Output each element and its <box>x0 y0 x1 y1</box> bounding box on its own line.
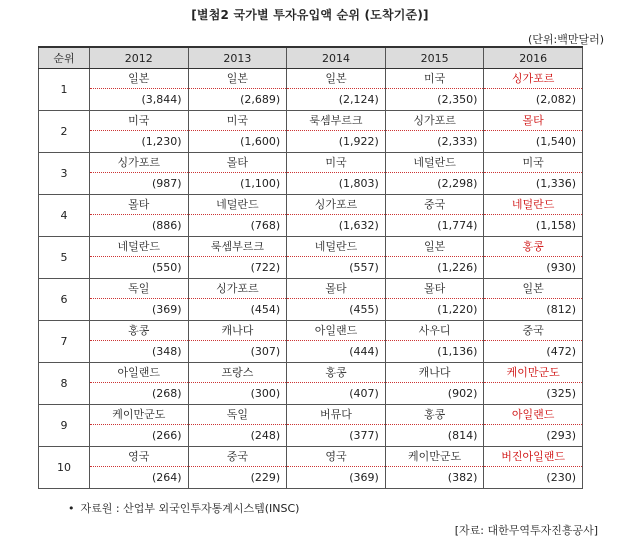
investment-amount: (1,632) <box>338 219 379 232</box>
country-name: 싱가포르 <box>287 195 385 215</box>
investment-amount: (987) <box>152 177 182 190</box>
investment-amount: (722) <box>250 261 281 274</box>
investment-amount: (1,922) <box>338 135 379 148</box>
country-cell <box>188 153 287 195</box>
country-cell <box>188 237 287 279</box>
rank-cell: 2 <box>39 111 90 153</box>
country-cell <box>385 111 484 153</box>
country-name: 네덜란드 <box>90 237 188 257</box>
country-cell <box>188 111 287 153</box>
country-name: 버뮤다 <box>287 405 385 425</box>
country-name: 싱가포르 <box>386 111 484 131</box>
country-cell <box>484 69 583 111</box>
investment-amount: (407) <box>349 387 379 400</box>
country-cell <box>90 111 189 153</box>
year-header: 2014 <box>287 47 386 69</box>
investment-amount: (2,082) <box>535 93 576 106</box>
country-cell <box>484 279 583 321</box>
investment-amount: (1,803) <box>338 177 379 190</box>
investment-amount: (1,158) <box>535 219 576 232</box>
country-name: 미국 <box>386 69 484 89</box>
country-name: 케이만군도 <box>386 447 484 467</box>
credit-note: [자료: 대한무역투자진흥공사] <box>454 524 598 537</box>
country-cell <box>90 195 189 237</box>
investment-amount: (3,844) <box>141 93 182 106</box>
country-name: 일본 <box>287 69 385 89</box>
country-name: 네덜란드 <box>189 195 287 215</box>
country-name: 중국 <box>386 195 484 215</box>
investment-amount: (1,336) <box>535 177 576 190</box>
country-cell <box>385 363 484 405</box>
investment-amount: (930) <box>546 261 576 274</box>
investment-amount: (382) <box>447 471 478 484</box>
source-note <box>68 500 299 516</box>
country-cell <box>287 111 386 153</box>
country-name: 싱가포르 <box>90 153 188 173</box>
table-row <box>39 447 583 489</box>
country-name: 몰타 <box>189 153 287 173</box>
investment-amount: (1,774) <box>437 219 478 232</box>
country-cell <box>484 195 583 237</box>
country-cell <box>90 447 189 489</box>
investment-amount: (768) <box>250 219 281 232</box>
country-cell <box>287 237 386 279</box>
country-name: 중국 <box>484 321 582 341</box>
investment-amount: (1,100) <box>240 177 281 190</box>
investment-amount: (1,540) <box>535 135 576 148</box>
country-cell <box>287 195 386 237</box>
investment-ranking-table <box>38 46 583 489</box>
investment-amount: (293) <box>546 429 576 442</box>
country-name: 룩셈부르크 <box>287 111 385 131</box>
country-cell <box>484 153 583 195</box>
country-cell <box>188 405 287 447</box>
investment-amount: (886) <box>152 219 182 232</box>
country-cell <box>484 237 583 279</box>
country-cell <box>385 447 484 489</box>
country-cell <box>287 279 386 321</box>
country-name: 네덜란드 <box>484 195 582 215</box>
investment-amount: (472) <box>546 345 576 358</box>
table-row <box>39 363 583 405</box>
country-cell <box>90 69 189 111</box>
country-cell <box>385 405 484 447</box>
country-cell <box>484 111 583 153</box>
year-header: 2013 <box>188 47 287 69</box>
investment-amount: (248) <box>250 429 281 442</box>
investment-amount: (264) <box>152 471 182 484</box>
country-name: 케이만군도 <box>90 405 188 425</box>
table-header-row <box>39 47 583 69</box>
table-row <box>39 69 583 111</box>
country-name: 미국 <box>189 111 287 131</box>
table-row <box>39 279 583 321</box>
investment-amount: (2,689) <box>240 93 281 106</box>
table-row <box>39 153 583 195</box>
country-cell <box>188 363 287 405</box>
table-row <box>39 237 583 279</box>
country-cell <box>287 69 386 111</box>
country-cell <box>484 405 583 447</box>
country-name: 케이만군도 <box>484 363 582 383</box>
country-name: 일본 <box>189 69 287 89</box>
source-text: 자료원 : 산업부 외국인투자통계시스템(INSC) <box>80 502 300 515</box>
country-cell <box>385 237 484 279</box>
country-name: 사우디 <box>386 321 484 341</box>
investment-amount: (812) <box>546 303 576 316</box>
investment-amount: (2,298) <box>437 177 478 190</box>
country-name: 몰타 <box>386 279 484 299</box>
table-row <box>39 195 583 237</box>
country-cell <box>188 279 287 321</box>
table-row <box>39 321 583 363</box>
country-cell <box>188 69 287 111</box>
country-name: 싱가포르 <box>484 69 582 89</box>
rank-cell: 6 <box>39 279 90 321</box>
investment-amount: (814) <box>447 429 478 442</box>
country-name: 버진아일랜드 <box>484 447 582 467</box>
bullet-icon: • <box>68 502 75 515</box>
country-cell <box>90 279 189 321</box>
rank-cell: 10 <box>39 447 90 489</box>
country-name: 홍콩 <box>287 363 385 383</box>
country-name: 독일 <box>90 279 188 299</box>
country-name: 네덜란드 <box>287 237 385 257</box>
rank-cell: 8 <box>39 363 90 405</box>
country-name: 홍콩 <box>386 405 484 425</box>
unit-label: (단위:백만달러) <box>527 33 604 46</box>
country-name: 독일 <box>189 405 287 425</box>
year-header: 2012 <box>90 47 189 69</box>
rank-cell: 9 <box>39 405 90 447</box>
investment-amount: (454) <box>250 303 281 316</box>
country-cell <box>188 321 287 363</box>
investment-amount: (307) <box>250 345 281 358</box>
country-name: 아일랜드 <box>90 363 188 383</box>
country-cell <box>90 321 189 363</box>
country-cell <box>287 447 386 489</box>
country-cell <box>287 363 386 405</box>
investment-amount: (369) <box>152 303 182 316</box>
country-cell <box>484 447 583 489</box>
investment-amount: (902) <box>447 387 478 400</box>
country-cell <box>90 237 189 279</box>
investment-amount: (369) <box>349 471 379 484</box>
country-name: 일본 <box>484 279 582 299</box>
country-cell <box>385 153 484 195</box>
country-cell <box>90 153 189 195</box>
country-name: 네덜란드 <box>386 153 484 173</box>
investment-amount: (348) <box>152 345 182 358</box>
country-cell <box>484 363 583 405</box>
country-name: 영국 <box>287 447 385 467</box>
table-row <box>39 405 583 447</box>
country-name: 일본 <box>386 237 484 257</box>
country-name: 캐나다 <box>189 321 287 341</box>
investment-amount: (455) <box>349 303 379 316</box>
rank-cell: 3 <box>39 153 90 195</box>
country-name: 영국 <box>90 447 188 467</box>
table-row <box>39 111 583 153</box>
rank-cell: 5 <box>39 237 90 279</box>
investment-amount: (325) <box>546 387 576 400</box>
investment-amount: (2,124) <box>338 93 379 106</box>
country-name: 아일랜드 <box>287 321 385 341</box>
country-name: 중국 <box>189 447 287 467</box>
investment-amount: (1,230) <box>141 135 182 148</box>
country-name: 룩셈부르크 <box>189 237 287 257</box>
investment-amount: (266) <box>152 429 182 442</box>
rank-cell: 4 <box>39 195 90 237</box>
investment-amount: (1,226) <box>437 261 478 274</box>
investment-amount: (550) <box>152 261 182 274</box>
country-name: 미국 <box>287 153 385 173</box>
country-name: 미국 <box>90 111 188 131</box>
investment-amount: (229) <box>250 471 281 484</box>
country-cell <box>287 321 386 363</box>
country-name: 홍콩 <box>90 321 188 341</box>
country-name: 캐나다 <box>386 363 484 383</box>
country-cell <box>188 447 287 489</box>
table-body <box>39 69 583 489</box>
year-header: 2016 <box>484 47 583 69</box>
country-cell <box>385 321 484 363</box>
rank-cell: 1 <box>39 69 90 111</box>
investment-amount: (2,333) <box>437 135 478 148</box>
country-cell <box>90 363 189 405</box>
country-cell <box>287 153 386 195</box>
investment-amount: (557) <box>349 261 379 274</box>
country-cell <box>385 69 484 111</box>
investment-amount: (2,350) <box>437 93 478 106</box>
rank-cell: 7 <box>39 321 90 363</box>
country-name: 홍콩 <box>484 237 582 257</box>
country-name: 몰타 <box>484 111 582 131</box>
country-cell <box>484 321 583 363</box>
country-cell <box>188 195 287 237</box>
investment-amount: (268) <box>152 387 182 400</box>
country-name: 미국 <box>484 153 582 173</box>
country-cell <box>90 405 189 447</box>
country-name: 몰타 <box>287 279 385 299</box>
country-cell <box>385 279 484 321</box>
rank-header: 순위 <box>39 47 90 69</box>
country-name: 아일랜드 <box>484 405 582 425</box>
investment-amount: (444) <box>349 345 379 358</box>
year-header: 2015 <box>385 47 484 69</box>
country-name: 몰타 <box>90 195 188 215</box>
country-cell <box>385 195 484 237</box>
investment-amount: (230) <box>546 471 576 484</box>
country-name: 프랑스 <box>189 363 287 383</box>
country-cell <box>287 405 386 447</box>
country-name: 싱가포르 <box>189 279 287 299</box>
investment-amount: (1,136) <box>437 345 478 358</box>
investment-amount: (1,220) <box>437 303 478 316</box>
investment-amount: (377) <box>349 429 379 442</box>
country-name: 일본 <box>90 69 188 89</box>
page-title: [별첨2 국가별 투자유입액 순위 (도착기준)] <box>191 8 429 22</box>
investment-amount: (300) <box>250 387 281 400</box>
investment-amount: (1,600) <box>240 135 281 148</box>
